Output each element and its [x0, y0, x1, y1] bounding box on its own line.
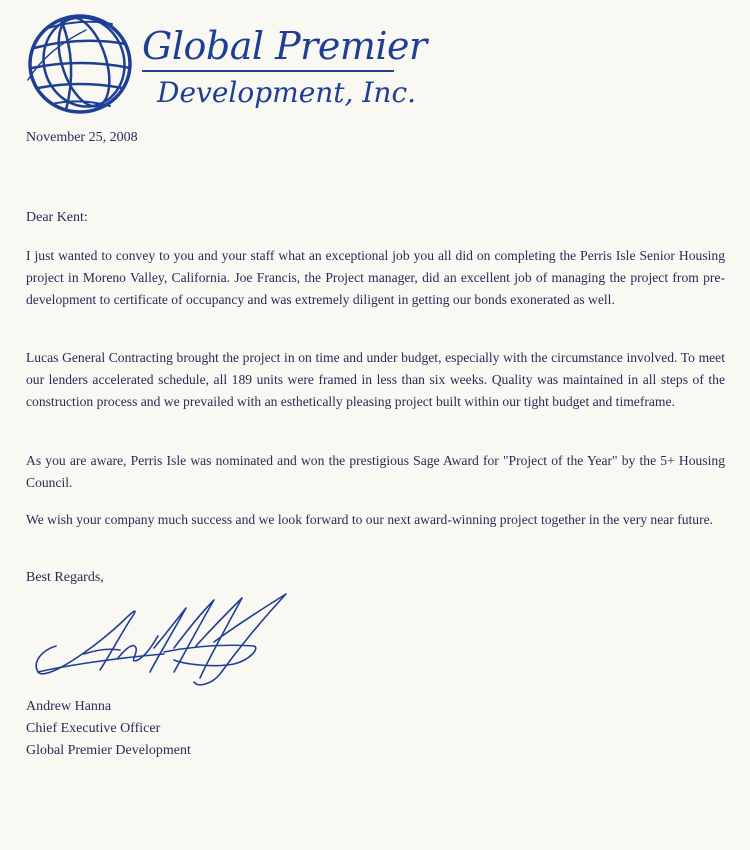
body-paragraph: We wish your company much success and we look forward to our next award-winning project together in the very near future.: [26, 512, 714, 527]
signer-company: Global Premier Development: [26, 743, 191, 758]
signature-block: [26, 696, 191, 762]
letter-date: November 25, 2008: [26, 130, 138, 145]
body-paragraph: As you are aware, Perris Isle was nominated and won the prestigious Sage Award for "Project of the Year" by the 5+ Housing Council.: [26, 453, 725, 490]
company-subtitle: Development, Inc.: [157, 76, 417, 109]
signer-name: Andrew Hanna: [26, 699, 112, 714]
signature: [24, 588, 294, 698]
globe-icon: [26, 10, 134, 118]
letterhead: [26, 10, 427, 125]
body-paragraph: I just wanted to convey to you and your staff what an exceptional job you all did on completing the Perris Isle Senior Housing project in Moreno Valley, California. Joe Francis, the Project manager, did an excellent job of managing the project from pre-development to certificate of occupancy and was extremely diligent in getting our bonds exonerated as well.: [26, 248, 725, 307]
company-name: Global Premier: [142, 24, 427, 68]
company-name-underline: [142, 70, 394, 72]
salutation: Dear Kent:: [26, 210, 88, 225]
signer-title: Chief Executive Officer: [26, 721, 161, 736]
body-paragraph: Lucas General Contracting brought the project in on time and under budget, especially with the circumstance involved. To meet our lenders accelerated schedule, all 189 units were framed in less than six weeks. Quality was maintained in all steps of the construction process and we prevailed with an esthetically pleasing project built within our tight budget and timeframe.: [26, 350, 725, 409]
closing: Best Regards,: [26, 570, 104, 585]
